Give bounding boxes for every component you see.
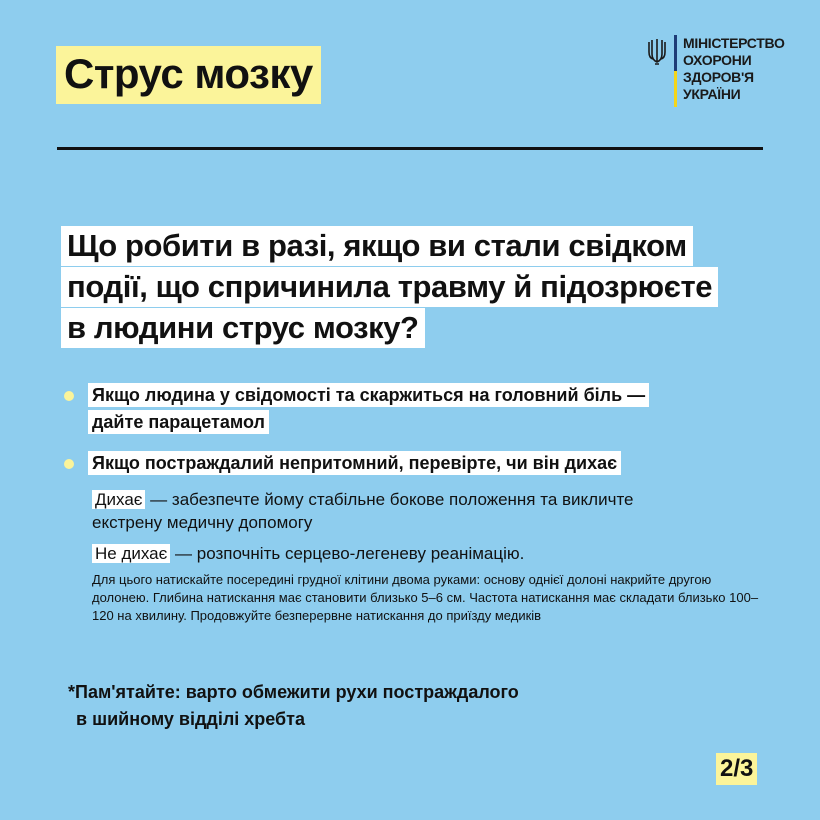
ministry-name: МІНІСТЕРСТВО ОХОРОНИ ЗДОРОВ'Я УКРАЇНИ (683, 35, 785, 102)
remember-note: *Пам'ятайте: варто обмежити рухи постраждалого в шийному відділі хребта (68, 682, 519, 729)
list-item (64, 383, 764, 437)
question-heading (61, 226, 751, 349)
question-line: Що робити в разі, якщо ви стали свідком (61, 226, 693, 266)
breathing-instruction (92, 488, 692, 534)
header-divider (57, 147, 763, 150)
not-breathing-label: Не дихає (92, 544, 170, 563)
cpr-note: Для цього натискайте посередині грудної клітини двома руками: основу однієї долоні накрийте другою долонею. Глибина натискання має становити близько 5–6 см. Частота натискання має складати близько 100–120 на хвилину. Продовжуйте безперервне натискання до приїзду медиків (92, 572, 759, 623)
bullet-dot (64, 391, 74, 401)
bullet-text-line: Якщо постраждалий непритомний, перевірте, чи він дихає (88, 451, 621, 475)
question-line: події, що спричинила травму й підозрюєте (61, 267, 718, 307)
page-title: Струс мозку (56, 46, 321, 104)
ministry-logo (648, 35, 785, 107)
page-number: 2/3 (716, 753, 757, 785)
bullet-text-line: Якщо людина у свідомості та скаржиться на головний біль — (88, 383, 649, 407)
logo-divider (674, 35, 677, 107)
instructions-list (64, 383, 764, 637)
not-breathing-instruction (92, 542, 764, 565)
trident-icon (648, 38, 666, 66)
list-item (64, 451, 764, 625)
question-line: в людини струс мозку? (61, 308, 425, 348)
bullet-text-line: дайте парацетамол (88, 410, 269, 434)
not-breathing-text: — розпочніть серцево-легеневу реанімацію. (170, 544, 525, 563)
breathing-label: Дихає (92, 490, 145, 509)
bullet-dot (64, 459, 74, 469)
breathing-text: — забезпечте йому стабільне бокове положення та викличте екстрену медичну допомогу (92, 490, 634, 532)
